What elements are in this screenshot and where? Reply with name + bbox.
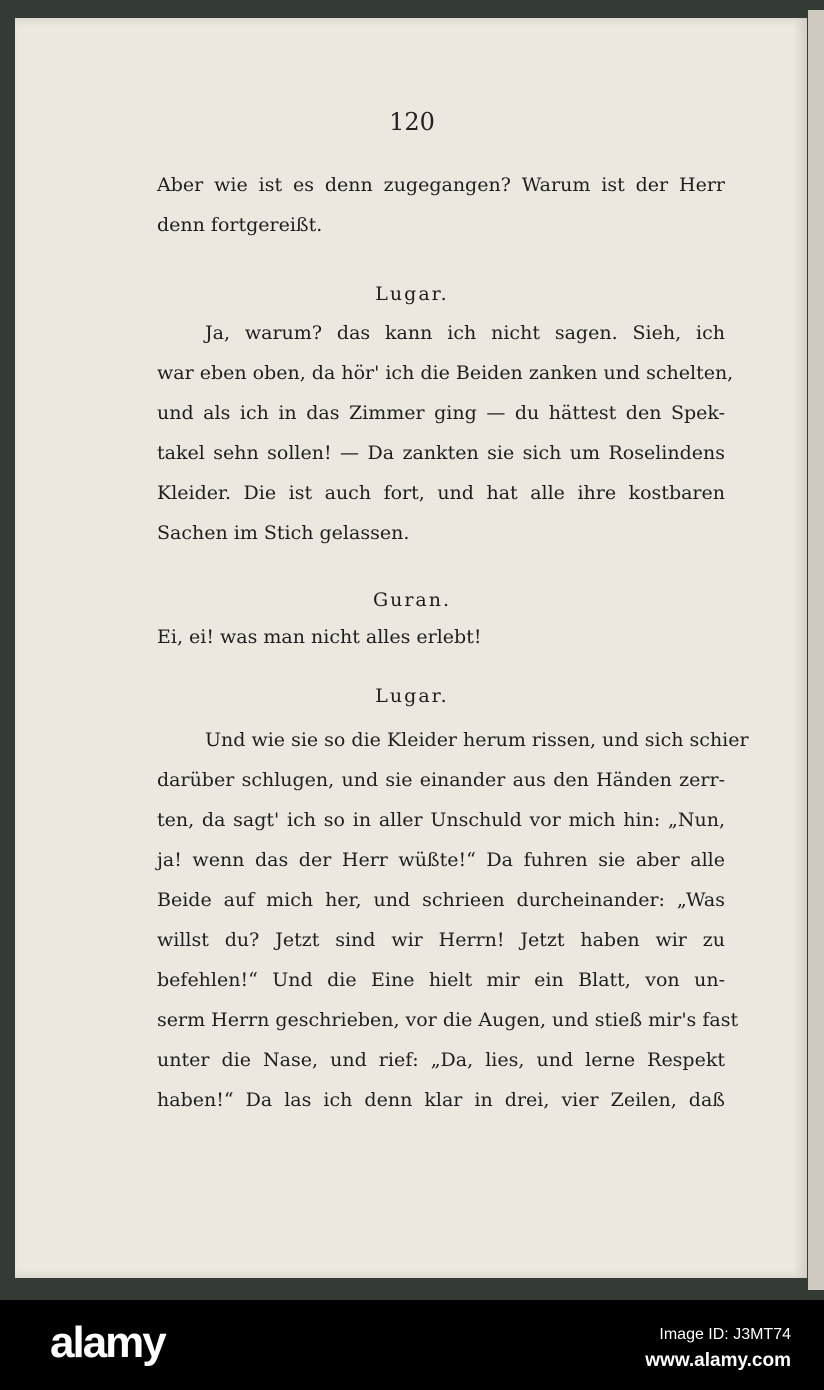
text-line: Und wie sie so die Kleider herum rissen, und sich schier xyxy=(205,729,749,751)
text-line: und als ich in das Zimmer ging — du hättest den Spek- xyxy=(157,402,725,424)
page-edge xyxy=(808,10,824,1290)
text-line: Sachen im Stich gelassen. xyxy=(157,522,410,544)
text-line: Aber wie ist es denn zugegangen? Warum ist der Herr xyxy=(157,174,725,196)
watermark-url: www.alamy.com xyxy=(645,1350,791,1371)
speaker-name: Guran. xyxy=(372,589,452,611)
text-line: Ja, warum? das kann ich nicht sagen. Sieh, ich xyxy=(205,322,725,344)
text-line: darüber schlugen, und sie einander aus den Händen zerr- xyxy=(157,769,725,791)
text-line: serm Herrn geschrieben, vor die Augen, und stieß mir's fast xyxy=(157,1009,739,1031)
page-number: 120 xyxy=(389,108,435,136)
image-id: Image ID: J3MT74 xyxy=(659,1326,791,1343)
text-line: takel sehn sollen! — Da zankten sie sich um Roselindens xyxy=(157,442,725,464)
speaker-name: Lugar. xyxy=(375,283,449,305)
text-line: unter die Nase, und rief: „Da, lies, und lerne Respekt xyxy=(157,1049,725,1071)
text-line: befehlen!“ Und die Eine hielt mir ein Blatt, von un- xyxy=(157,969,725,991)
text-line: willst du? Jetzt sind wir Herrn! Jetzt haben wir zu xyxy=(157,929,725,951)
text-line: denn fortgereißt. xyxy=(157,214,323,236)
text-line: Kleider. Die ist auch fort, und hat alle ihre kostbaren xyxy=(157,482,725,504)
text-line: Ei, ei! was man nicht alles erlebt! xyxy=(157,626,482,648)
alamy-logo: alamy xyxy=(50,1318,165,1367)
text-line: war eben oben, da hör' ich die Beiden zanken und schelten, xyxy=(157,362,734,384)
speaker-name: Lugar. xyxy=(375,685,449,707)
text-line: ja! wenn das der Herr wüßte!“ Da fuhren sie aber alle xyxy=(157,849,725,871)
text-line: Beide auf mich her, und schrieen durcheinander: „Was xyxy=(157,889,725,911)
text-line: ten, da sagt' ich so in aller Unschuld vor mich hin: „Nun, xyxy=(157,809,725,831)
text-line: haben!“ Da las ich denn klar in drei, vier Zeilen, daß xyxy=(157,1089,725,1111)
